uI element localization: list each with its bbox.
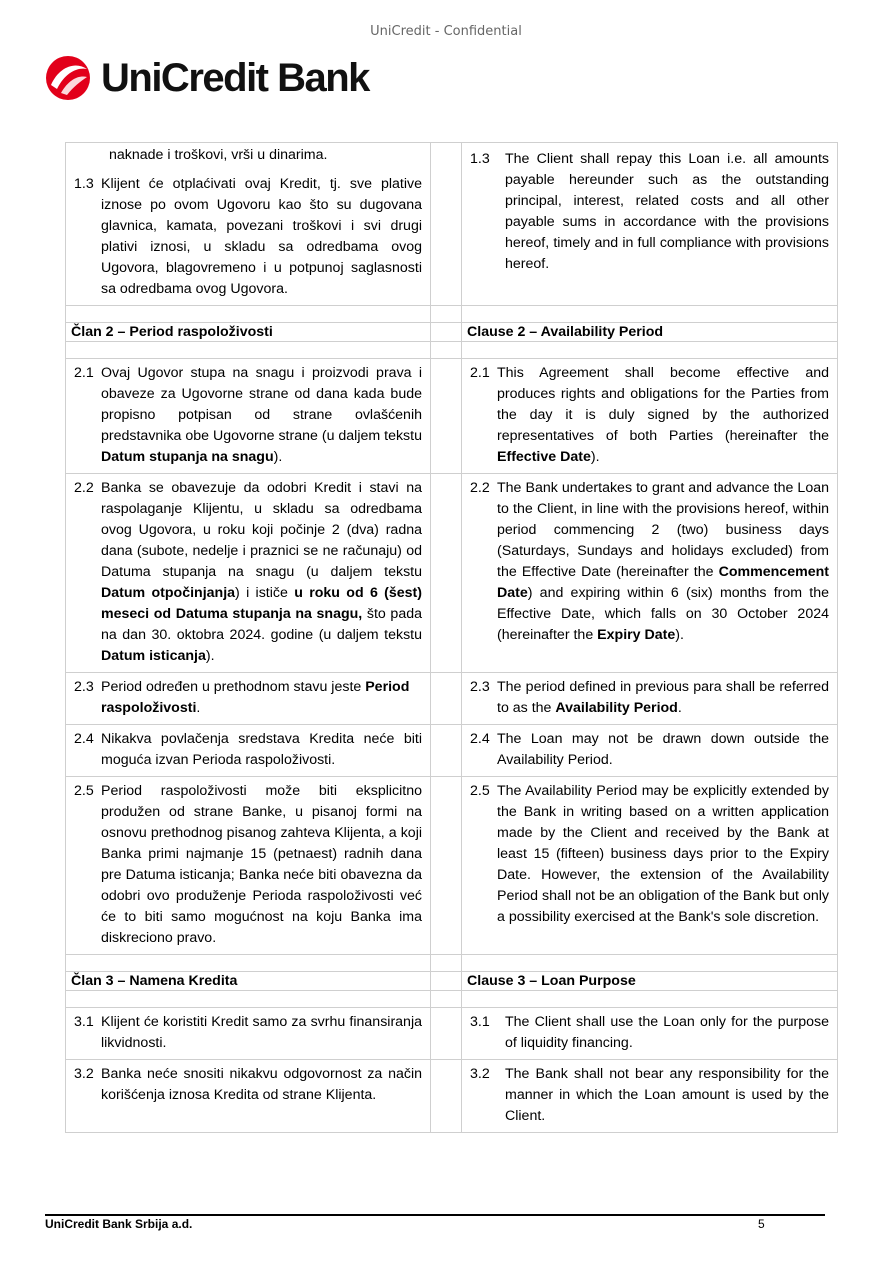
clause-number: 2.4 (74, 731, 94, 747)
spacer-row (66, 955, 838, 972)
clause-number: 3.1 (74, 1014, 94, 1030)
clause-1-3-sr (74, 174, 422, 300)
clause-text: Nikakva povlačenja sredstava Kredita neće biti moguća izvan Perioda raspoloživosti. (101, 731, 422, 768)
clause-3-2-en (470, 1064, 829, 1127)
clause-2-5-en (470, 781, 829, 928)
clause-number: 2.4 (470, 731, 490, 747)
clause-text: The period defined in previous para shall be referred to as the Availability Period. (497, 679, 829, 716)
clause-3-2-sr (74, 1064, 422, 1106)
clause-text: This Agreement shall become effective and produces rights and obligations for the Parties from the day it is duly signed by the authorized representatives of both Parties (hereinafter the Effective Date). (497, 365, 829, 465)
unicredit-logo (45, 54, 369, 102)
clause-number: 3.1 (470, 1014, 490, 1030)
clause-2-2-sr (74, 478, 422, 667)
clause-2-1-en (470, 363, 829, 468)
section-heading-sr: Član 3 – Namena Kredita (71, 973, 238, 989)
clause-1-3-en (470, 149, 829, 275)
table-row (66, 777, 838, 955)
clause-number: 1.3 (74, 176, 94, 192)
clause-2-3-sr (74, 677, 422, 719)
clause-text: The Bank shall not bear any responsibility for the manner in which the Loan amount is used by the Client. (505, 1066, 829, 1124)
clause-text: Ovaj Ugovor stupa na snagu i proizvodi prava i obaveze za Ugovorne strane od dana kada bude propisno potpisan od strane ovlašćenih predstavnika obe Ugovorne strane (u daljem tekstu Datum stupanja na snagu). (101, 365, 422, 465)
clause-continuation: naknade i troškovi, vrši u dinarima. (109, 147, 328, 163)
spacer-row (66, 306, 838, 323)
clause-text: The Client shall use the Loan only for the purpose of liquidity financing. (505, 1014, 829, 1051)
clause-number: 2.3 (470, 679, 490, 695)
serbian-cell (66, 143, 431, 306)
confidential-label: UniCredit - Confidential (370, 24, 522, 39)
clause-text: Klijent će koristiti Kredit samo za svrhu finansiranja likvidnosti. (101, 1014, 422, 1051)
bilingual-contract-table (65, 142, 838, 1133)
unicredit-logo-icon (45, 55, 91, 101)
clause-number: 2.2 (74, 480, 94, 496)
page-number: 5 (758, 1217, 765, 1231)
clause-number: 2.3 (74, 679, 94, 695)
clause-3-1-en (470, 1012, 829, 1054)
table-row (66, 1008, 838, 1060)
section-heading-en: Clause 3 – Loan Purpose (467, 973, 636, 989)
table-row (66, 359, 838, 474)
table-row (66, 673, 838, 725)
table-row (66, 143, 838, 306)
clause-text: The Loan may not be drawn down outside the Availability Period. (497, 731, 829, 768)
clause-2-4-sr (74, 729, 422, 771)
clause-text: Period određen u prethodnom stavu jeste Period raspoloživosti. (101, 679, 410, 716)
clause-number: 1.3 (470, 151, 490, 167)
english-cell (462, 143, 838, 306)
table-row (66, 474, 838, 673)
section-heading-sr: Član 2 – Period raspoloživosti (71, 324, 273, 340)
clause-3-1-sr (74, 1012, 422, 1054)
table-row (66, 725, 838, 777)
clause-number: 2.5 (470, 783, 490, 799)
clause-text: The Bank undertakes to grant and advance the Loan to the Client, in line with the provisions hereof, within period commencing 2 (two) business days (Saturdays, Sundays and holidays excluded) from the Effective Date (hereinafter the Commencement Date) and expiring within 6 (six) months from the Effective Date, which falls on 30 October 2024 (hereinafter the Expiry Date). (497, 480, 829, 643)
footer-company: UniCredit Bank Srbija a.d. (45, 1217, 193, 1231)
clause-text: The Availability Period may be explicitly extended by the Bank in writing based on a written application made by the Client and received by the Bank at least 15 (fifteen) business days prior to the Expiry Date. However, the extension of the Availability Period shall not be an obligation of the Bank but only a possibility exercised at the Bank's sole discretion. (497, 783, 829, 925)
spacer-row (66, 342, 838, 359)
heading-row (66, 323, 838, 342)
clause-number: 2.1 (74, 365, 94, 381)
clause-number: 2.2 (470, 480, 490, 496)
clause-number: 3.2 (470, 1066, 490, 1082)
clause-text: The Client shall repay this Loan i.e. all amounts payable hereunder such as the outstanding principal, interest, related costs and all other payable sums in accordance with the provisions hereof, timely and in full compliance with provisions hereof. (505, 151, 829, 272)
table-row (66, 1060, 838, 1133)
section-heading-en: Clause 2 – Availability Period (467, 324, 664, 340)
logo-wordmark: UniCredit Bank (101, 56, 369, 100)
clause-2-5-sr (74, 781, 422, 949)
clause-2-4-en (470, 729, 829, 771)
clause-number: 2.5 (74, 783, 94, 799)
clause-2-3-en (470, 677, 829, 719)
clause-text: Klijent će otplaćivati ovaj Kredit, tj. sve plative iznose po ovom Ugovoru kao što su dugovana glavnica, kamata, povezani troškovi i svi drugi plativi iznosi, u skladu sa odredbama ovog Ugovora, blagovremeno i u potpunoj saglasnosti sa odredbama ovog Ugovora. (101, 176, 422, 297)
heading-row (66, 972, 838, 991)
clause-text: Banka se obavezuje da odobri Kredit i stavi na raspolaganje Klijentu, u skladu sa odredbama ovog Ugovora, u roku koji počinje 2 (dva) radna dana (subote, nedelje i praznici se ne računaju) od Datuma stupanja na snagu (u daljem tekstu Datum otpočinjanja) i ističe u roku od 6 (šest) meseci od Datuma stupanja na snagu, što pada na dan 30. oktobra 2024. godine (u daljem tekstu Datum isticanja). (101, 480, 423, 664)
footer-divider (45, 1214, 825, 1216)
clause-2-1-sr (74, 363, 422, 468)
clause-text: Period raspoloživosti može biti eksplicitno produžen od strane Banke, u pisanoj formi na osnovu prethodnog pisanog zahteva Klijenta, a koji Banka primi najmanje 15 (petnaest) radnih dana pre Datuma isticanja; Banka neće biti obavezna da odobri ovo produženje Perioda raspoloživosti već će to biti samo mogućnost na koju Banka ima diskreciono pravo. (101, 783, 422, 946)
clause-2-2-en (470, 478, 829, 646)
spacer-row (66, 991, 838, 1008)
clause-text: Banka neće snositi nikakvu odgovornost za način korišćenja iznosa Kredita od strane Klijenta. (101, 1066, 422, 1103)
clause-number: 3.2 (74, 1066, 94, 1082)
clause-number: 2.1 (470, 365, 490, 381)
